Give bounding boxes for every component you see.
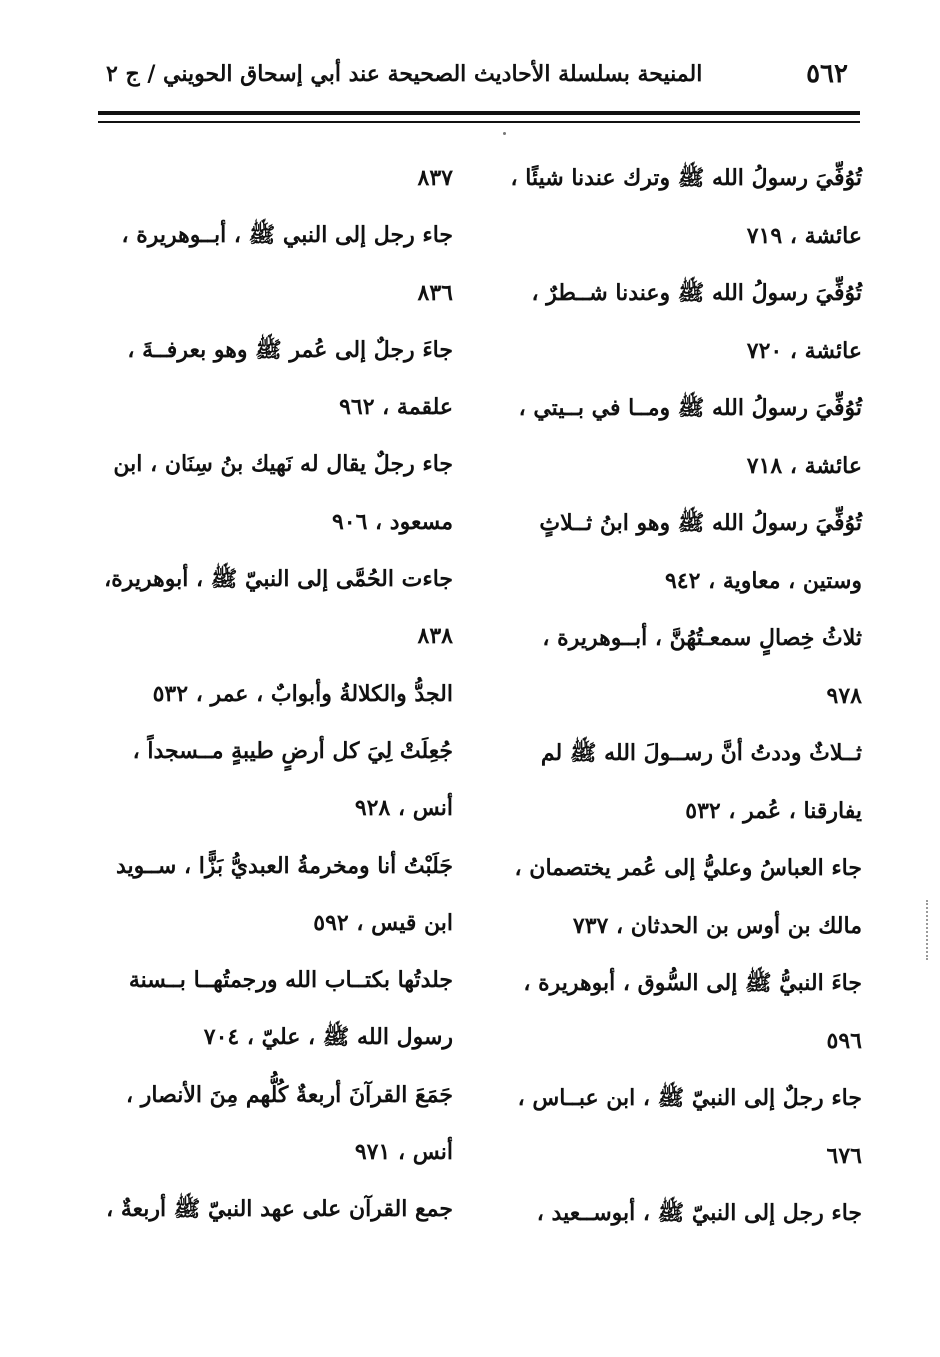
index-line: وستين ، معاوية ، ٩٤٢ [664,567,862,594]
index-line: مالك بن أوس بن الحدثان ، ٧٣٧ [572,912,862,939]
index-line: جاءَ النبيُّ ﷺ إلى السُّوق ، أبوهريرة ، [523,970,862,996]
index-line: تُوُفِّيَ رسولُ الله ﷺ وهو ابنُ ثــلاثٍ [539,510,862,536]
index-line: عائشة ، ٧١٩ [746,222,862,249]
index-line: جاء رجلٌ يقال له نَهيك بنُ سِنَان ، ابن [113,451,453,478]
index-line: تُوُفِّيَ رسولُ الله ﷺ وترك عندنا شيئًا ، [510,165,862,191]
index-line: ٨٣٨ [417,623,453,650]
index-line: جاء رجلٌ إلى النبيّ ﷺ ، ابن عبــاس ، [517,1085,862,1111]
index-line: جاء العباسُ وعليُّ إلى عُمر يختصمان ، [514,855,862,881]
index-line: الجدُّ والكلالةُ وأبوابٌ ، عمر ، ٥٣٢ [152,680,453,707]
index-line: ثــلاثٌ وددتُ أنَّ رســولَ الله ﷺ لم [540,740,862,766]
index-line: تُوُفِّيَ رسولُ الله ﷺ ومــا في بــيتي ، [518,395,862,421]
index-column-left [103,150,453,1239]
index-line: جَلَبْتُ أنا ومخرمةُ العبديُّ بَزًّا ، ســويد [115,852,453,879]
header-rule-thick [98,111,860,115]
index-line: ابن قيس ، ٥٩٢ [313,909,453,936]
index-line: جاءت الحُمَّى إلى النبيّ ﷺ ، أبوهريرة، [104,566,453,593]
index-line: أنس ، ٩٧١ [354,1139,453,1166]
page-header [98,56,860,96]
index-column-right [512,150,862,1243]
scan-margin-mark [926,900,930,960]
index-line: علقمة ، ٩٦٢ [339,394,453,421]
index-line: يفارقنا ، عُمر ، ٥٣٢ [685,797,862,824]
index-line: أنس ، ٩٢٨ [354,795,453,822]
index-line: رسول الله ﷺ ، عليّ ، ٧٠٤ [203,1024,453,1051]
index-line: ثلاثُ خِصالٍ سمعـتُهُنَّ ، أبــوهريرة ، [542,625,862,651]
index-line: مسعود ، ٩٠٦ [331,508,453,535]
speck-mark [503,132,506,135]
index-line: عائشة ، ٧٢٠ [746,337,862,364]
index-line: جاءَ رجلٌ إلى عُمر ﷺ وهو بعرفــةَ ، [127,336,453,363]
index-line: جمع القرآن على عهد النبيّ ﷺ أربعةٌ ، [106,1196,453,1223]
index-line: ٩٧٨ [826,682,862,709]
running-title: المنيحة بسلسلة الأحاديث الصحيحة عند أبي إسحاق الحويني / ج ٢ [106,61,703,87]
index-line: جُعِلَتْ لِيَ كل أرضٍ طيبةٍ مــسجداً ، [132,737,453,764]
index-line: عائشة ، ٧١٨ [746,452,862,479]
index-line: ٦٧٦ [826,1142,862,1169]
index-line: جَمَعَ القرآنَ أربعةٌ كُلُّهم مِنَ الأنصار ، [126,1081,453,1108]
index-line: جلدتُها بكتــاب الله ورجمتُهــا بــسنة [128,967,453,994]
index-line: ٨٣٦ [417,279,453,306]
page-number: ٥٦٢ [806,59,848,89]
index-line: ٨٣٧ [417,165,453,191]
header-rule-thin [98,121,860,123]
index-line: ٥٩٦ [826,1027,862,1054]
index-line: جاء رجل إلى النبيّ ﷺ ، أبوســعيد ، [536,1200,862,1226]
index-line: جاء رجل إلى النبي ﷺ ، أبــوهريرة ، [121,222,453,249]
index-line: تُوُفِّيَ رسولُ الله ﷺ وعندنا شــطرٌ ، [531,280,862,306]
